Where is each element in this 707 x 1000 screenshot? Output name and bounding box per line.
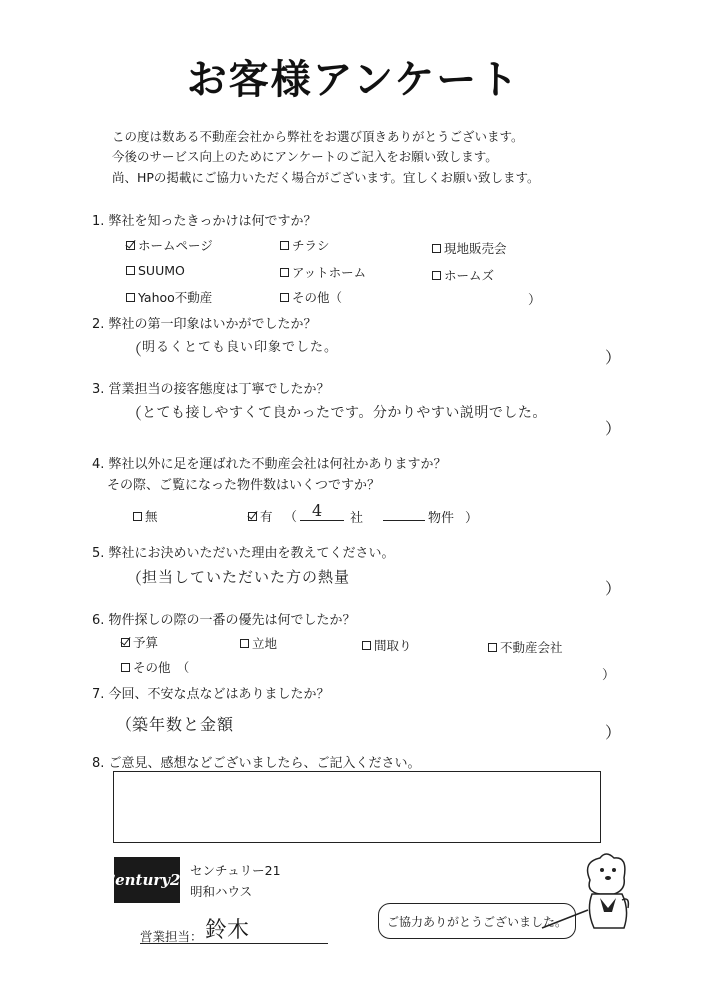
q5-answer: 担当していただいた方の熱量: [142, 568, 351, 586]
q3-open-paren: （: [126, 404, 143, 423]
checkbox-icon[interactable]: [133, 512, 142, 521]
staff-label: 営業担当：: [140, 929, 203, 944]
checkbox-icon[interactable]: [432, 244, 441, 253]
question-3: 3. 営業担当の接客態度は丁寧でしたか？: [92, 382, 330, 397]
question-7: 7. 今回、不安な点などはありましたか？: [92, 687, 330, 702]
company-name-line-2: 明和ハウス: [190, 884, 253, 899]
q6-option-budget[interactable]: 予算: [121, 633, 158, 651]
q1-option-athome[interactable]: アットホーム: [280, 263, 366, 281]
checkbox-icon[interactable]: [280, 241, 289, 250]
intro-line-2: 今後のサービス向上のためにアンケートのご記入をお願い致します。: [112, 149, 498, 164]
question-4-line-2: その際、ご覧になった物件数はいくつですか？: [107, 478, 381, 493]
company-name-line-1: センチュリー21: [190, 863, 281, 878]
checkbox-icon[interactable]: [121, 663, 130, 672]
intro-line-1: この度は数ある不動産会社から弊社をお選び頂きありがとうございます。: [112, 129, 524, 144]
q4-close-paren: ）: [465, 511, 479, 526]
intro-line-3: 尚、HPの掲載にご協力いただく場合がございます。宜しくお願い致します。: [112, 170, 540, 185]
question-5: 5. 弊社にお決めいただいた理由を教えてください。: [92, 546, 395, 561]
thanks-text: ご協力ありがとうございました。: [386, 914, 567, 929]
q1-other-close: ）: [528, 293, 542, 308]
question-4-line-1: 4. 弊社以外に足を運ばれた不動産会社は何社かありますか？: [92, 457, 447, 472]
checkbox-icon[interactable]: [432, 271, 441, 280]
question-1: 1. 弊社を知ったきっかけは何ですか？: [92, 214, 317, 229]
q4-company-count[interactable]: 4: [312, 501, 324, 520]
q6-option-location[interactable]: 立地: [240, 634, 277, 652]
q2-close-paren: ）: [605, 348, 622, 367]
q6-option-other[interactable]: その他 （: [121, 658, 189, 676]
checkbox-icon[interactable]: [362, 641, 371, 650]
q4-company-line: [300, 520, 344, 521]
checkbox-icon[interactable]: [240, 639, 249, 648]
q4-option-none[interactable]: 無: [133, 507, 158, 525]
q4-property-count[interactable]: [383, 508, 425, 521]
staff-underline: [140, 943, 328, 944]
q7-answer: 築年数と金額: [132, 715, 235, 734]
checkbox-icon[interactable]: [126, 293, 135, 302]
checkbox-checked-icon[interactable]: [121, 638, 130, 647]
q7-close-paren: ）: [605, 723, 622, 742]
q4-option-yes[interactable]: 有: [248, 507, 273, 525]
checkbox-checked-icon[interactable]: [248, 512, 257, 521]
q7-open-paren: （: [116, 715, 133, 734]
q1-option-homepage[interactable]: ホームページ: [126, 236, 213, 254]
checkbox-icon[interactable]: [280, 268, 289, 277]
page-title: お客様アンケート: [186, 57, 521, 103]
century21-logo: Century21: [114, 857, 180, 903]
q4-open-paren: （: [284, 510, 298, 525]
checkbox-icon[interactable]: [488, 643, 497, 652]
q6-other-close: ）: [602, 668, 616, 683]
q1-option-suumo[interactable]: SUUMO: [126, 263, 185, 278]
checkbox-icon[interactable]: [280, 293, 289, 302]
dog-mascot-icon: [540, 850, 630, 935]
staff-name: 鈴木: [205, 918, 250, 943]
q4-property-unit: 物件: [428, 511, 455, 526]
question-2: 2. 弊社の第一印象はいかがでしたか？: [92, 317, 317, 332]
q1-option-other[interactable]: その他（: [280, 288, 342, 306]
q3-close-paren: ）: [605, 419, 622, 438]
q2-open-paren: （: [126, 340, 143, 359]
comment-box[interactable]: [113, 771, 601, 843]
question-6: 6. 物件探しの際の一番の優先は何でしたか？: [92, 613, 356, 628]
q5-close-paren: ）: [605, 579, 622, 598]
checkbox-checked-icon[interactable]: [126, 241, 135, 250]
q6-option-layout[interactable]: 間取り: [362, 636, 412, 654]
q4-company-unit: 社: [350, 511, 364, 526]
q1-option-homes[interactable]: ホームズ: [432, 266, 494, 284]
q1-option-flyer[interactable]: チラシ: [280, 236, 330, 254]
q2-answer: 明るくとても良い印象でした。: [142, 340, 339, 355]
q6-option-agency[interactable]: 不動産会社: [488, 638, 563, 656]
question-8: 8. ご意見、感想などございましたら、ご記入ください。: [92, 756, 421, 771]
q5-open-paren: （: [126, 569, 143, 588]
q3-answer: とても接しやすくて良かったです。分かりやすい説明でした。: [142, 405, 547, 421]
q1-option-open-house[interactable]: 現地販売会: [432, 239, 507, 257]
checkbox-icon[interactable]: [126, 266, 135, 275]
q1-option-yahoo[interactable]: Yahoo不動産: [126, 288, 212, 306]
